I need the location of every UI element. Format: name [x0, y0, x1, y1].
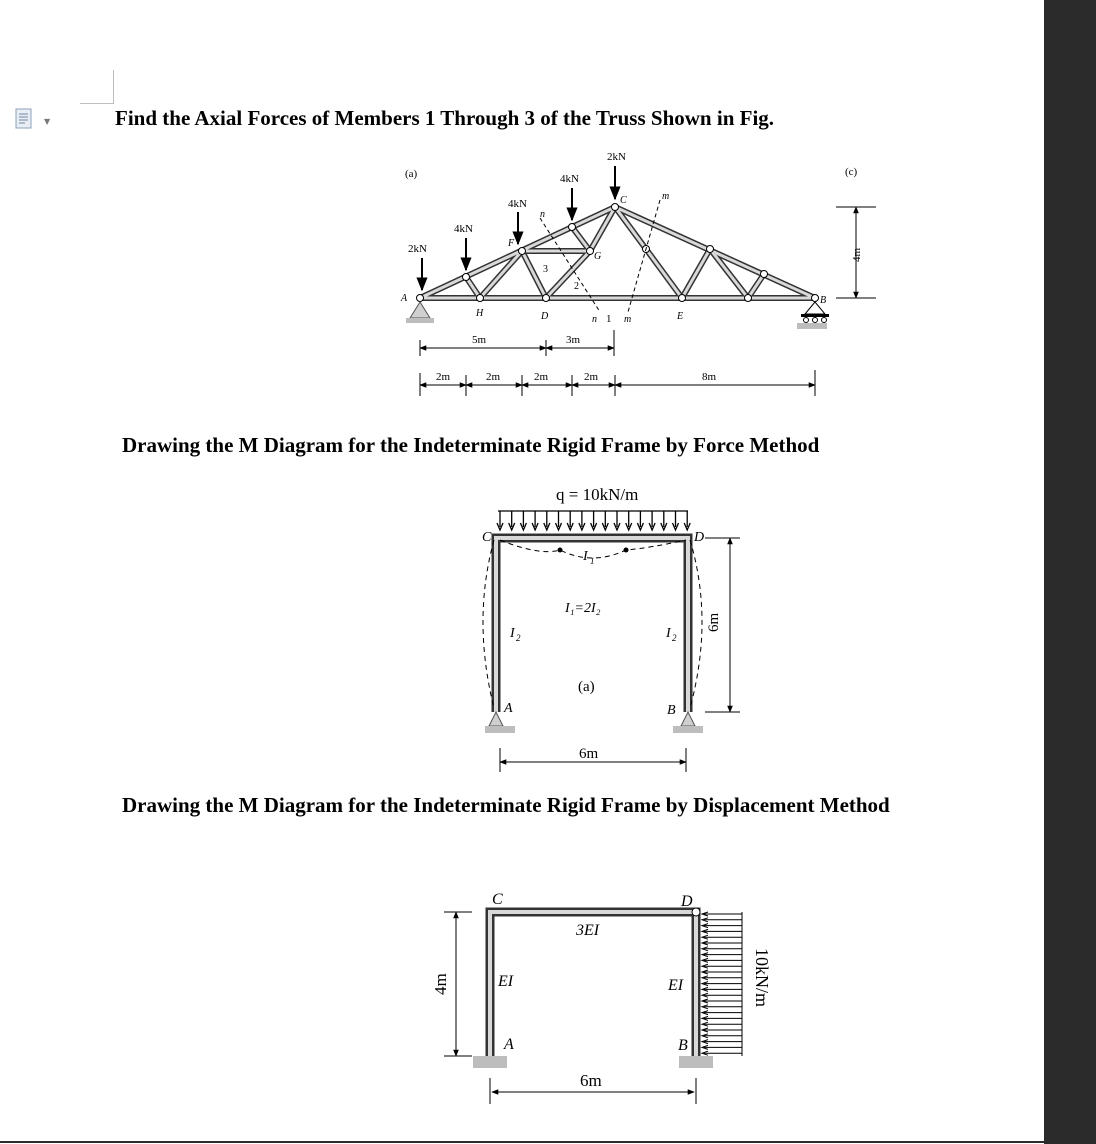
frame-disp-supports: [473, 1056, 713, 1068]
frame-force-label-C: C: [482, 530, 492, 545]
joint-label-D: D: [541, 311, 549, 322]
frame-disp-load-label: 10kN/m: [752, 948, 772, 1008]
member-label-1: 1: [606, 313, 612, 325]
frame-disp-height-dim: 4m: [431, 973, 450, 995]
truss-dim-2m-c: 2m: [534, 371, 549, 383]
truss-heading: Find the Axial Forces of Members 1 Through 3 of the Truss Shown in Fig.: [115, 106, 775, 130]
joint-label-B: B: [820, 295, 827, 306]
frame-disp-label-A: A: [504, 1036, 514, 1053]
frame-disp-beam-EI: 3EI: [576, 922, 600, 939]
truss-load-4kN-1: 4kN: [454, 223, 473, 235]
frame-disp-label-C: C: [492, 891, 503, 908]
joint-label-G: G: [594, 251, 602, 262]
truss-label-c: (c): [845, 166, 858, 178]
truss-load-2kN-top: 2kN: [607, 151, 626, 163]
truss-dim-8m: 8m: [702, 371, 717, 383]
frame-force-col-left-I-sub: 2: [516, 633, 521, 643]
truss-dim-height: 4m: [851, 247, 863, 262]
frame-force-label-D: D: [694, 530, 705, 545]
frame-force-beam-I-sub: 1: [590, 556, 595, 566]
frame-disp-col-left-EI: EI: [498, 973, 514, 990]
joint-label-F: F: [508, 238, 515, 249]
truss-dim-5m: 5m: [472, 334, 487, 346]
joint-label-C: C: [620, 195, 627, 206]
frame-force-col-right-I-sub: 2: [672, 633, 677, 643]
frame-force-height-dim: 6m: [706, 612, 722, 632]
cut-label-m-top: m: [662, 191, 670, 202]
chevron-down-icon[interactable]: ▼: [44, 117, 51, 126]
frame-force-width-dim: 6m: [579, 746, 599, 762]
joint-label-E: E: [677, 311, 684, 322]
frame-force-relation: I₁=2I₂: [565, 601, 601, 616]
frame-force-label-A: A: [504, 701, 513, 716]
joint-label-A: A: [401, 293, 408, 304]
truss-dim-3m: 3m: [566, 334, 581, 346]
frame-disp-label-B: B: [678, 1037, 688, 1054]
frame-force-label-B: B: [667, 703, 676, 718]
truss-label-a: (a): [405, 168, 418, 180]
frame-force-col-left-I: I: [510, 626, 515, 641]
truss-load-4kN-2: 4kN: [508, 198, 527, 210]
truss-dim-2m-b: 2m: [486, 371, 501, 383]
joint-label-H: H: [476, 308, 484, 319]
frame-disp-col-right-EI: EI: [668, 977, 684, 994]
truss-dim-2m-a: 2m: [436, 371, 451, 383]
cut-label-n-bottom: n: [592, 314, 597, 325]
cut-label-m-bottom: m: [624, 314, 632, 325]
frame-force-fig-label: (a): [578, 679, 595, 695]
frame-disp-lateral-load: [702, 912, 742, 1056]
cut-label-n-top: n: [540, 209, 545, 220]
truss-dim-2m-d: 2m: [584, 371, 599, 383]
frame-disp-width-dim: 6m: [580, 1071, 602, 1090]
truss-load-2kN-left: 2kN: [408, 243, 427, 255]
displacement-method-heading: Drawing the M Diagram for the Indeterminate Rigid Frame by Displacement Method: [122, 793, 890, 817]
truss-load-4kN-3: 4kN: [560, 173, 579, 185]
frame-force-load-label: q = 10kN/m: [556, 485, 639, 504]
force-method-heading: Drawing the M Diagram for the Indeterminate Rigid Frame by Force Method: [122, 433, 820, 457]
member-label-2: 2: [574, 281, 579, 292]
frame-force-col-right-I: I: [666, 626, 671, 641]
frame-force-beam-I: I: [583, 549, 588, 564]
frame-disp-label-D: D: [681, 893, 693, 910]
member-label-3: 3: [543, 264, 548, 275]
